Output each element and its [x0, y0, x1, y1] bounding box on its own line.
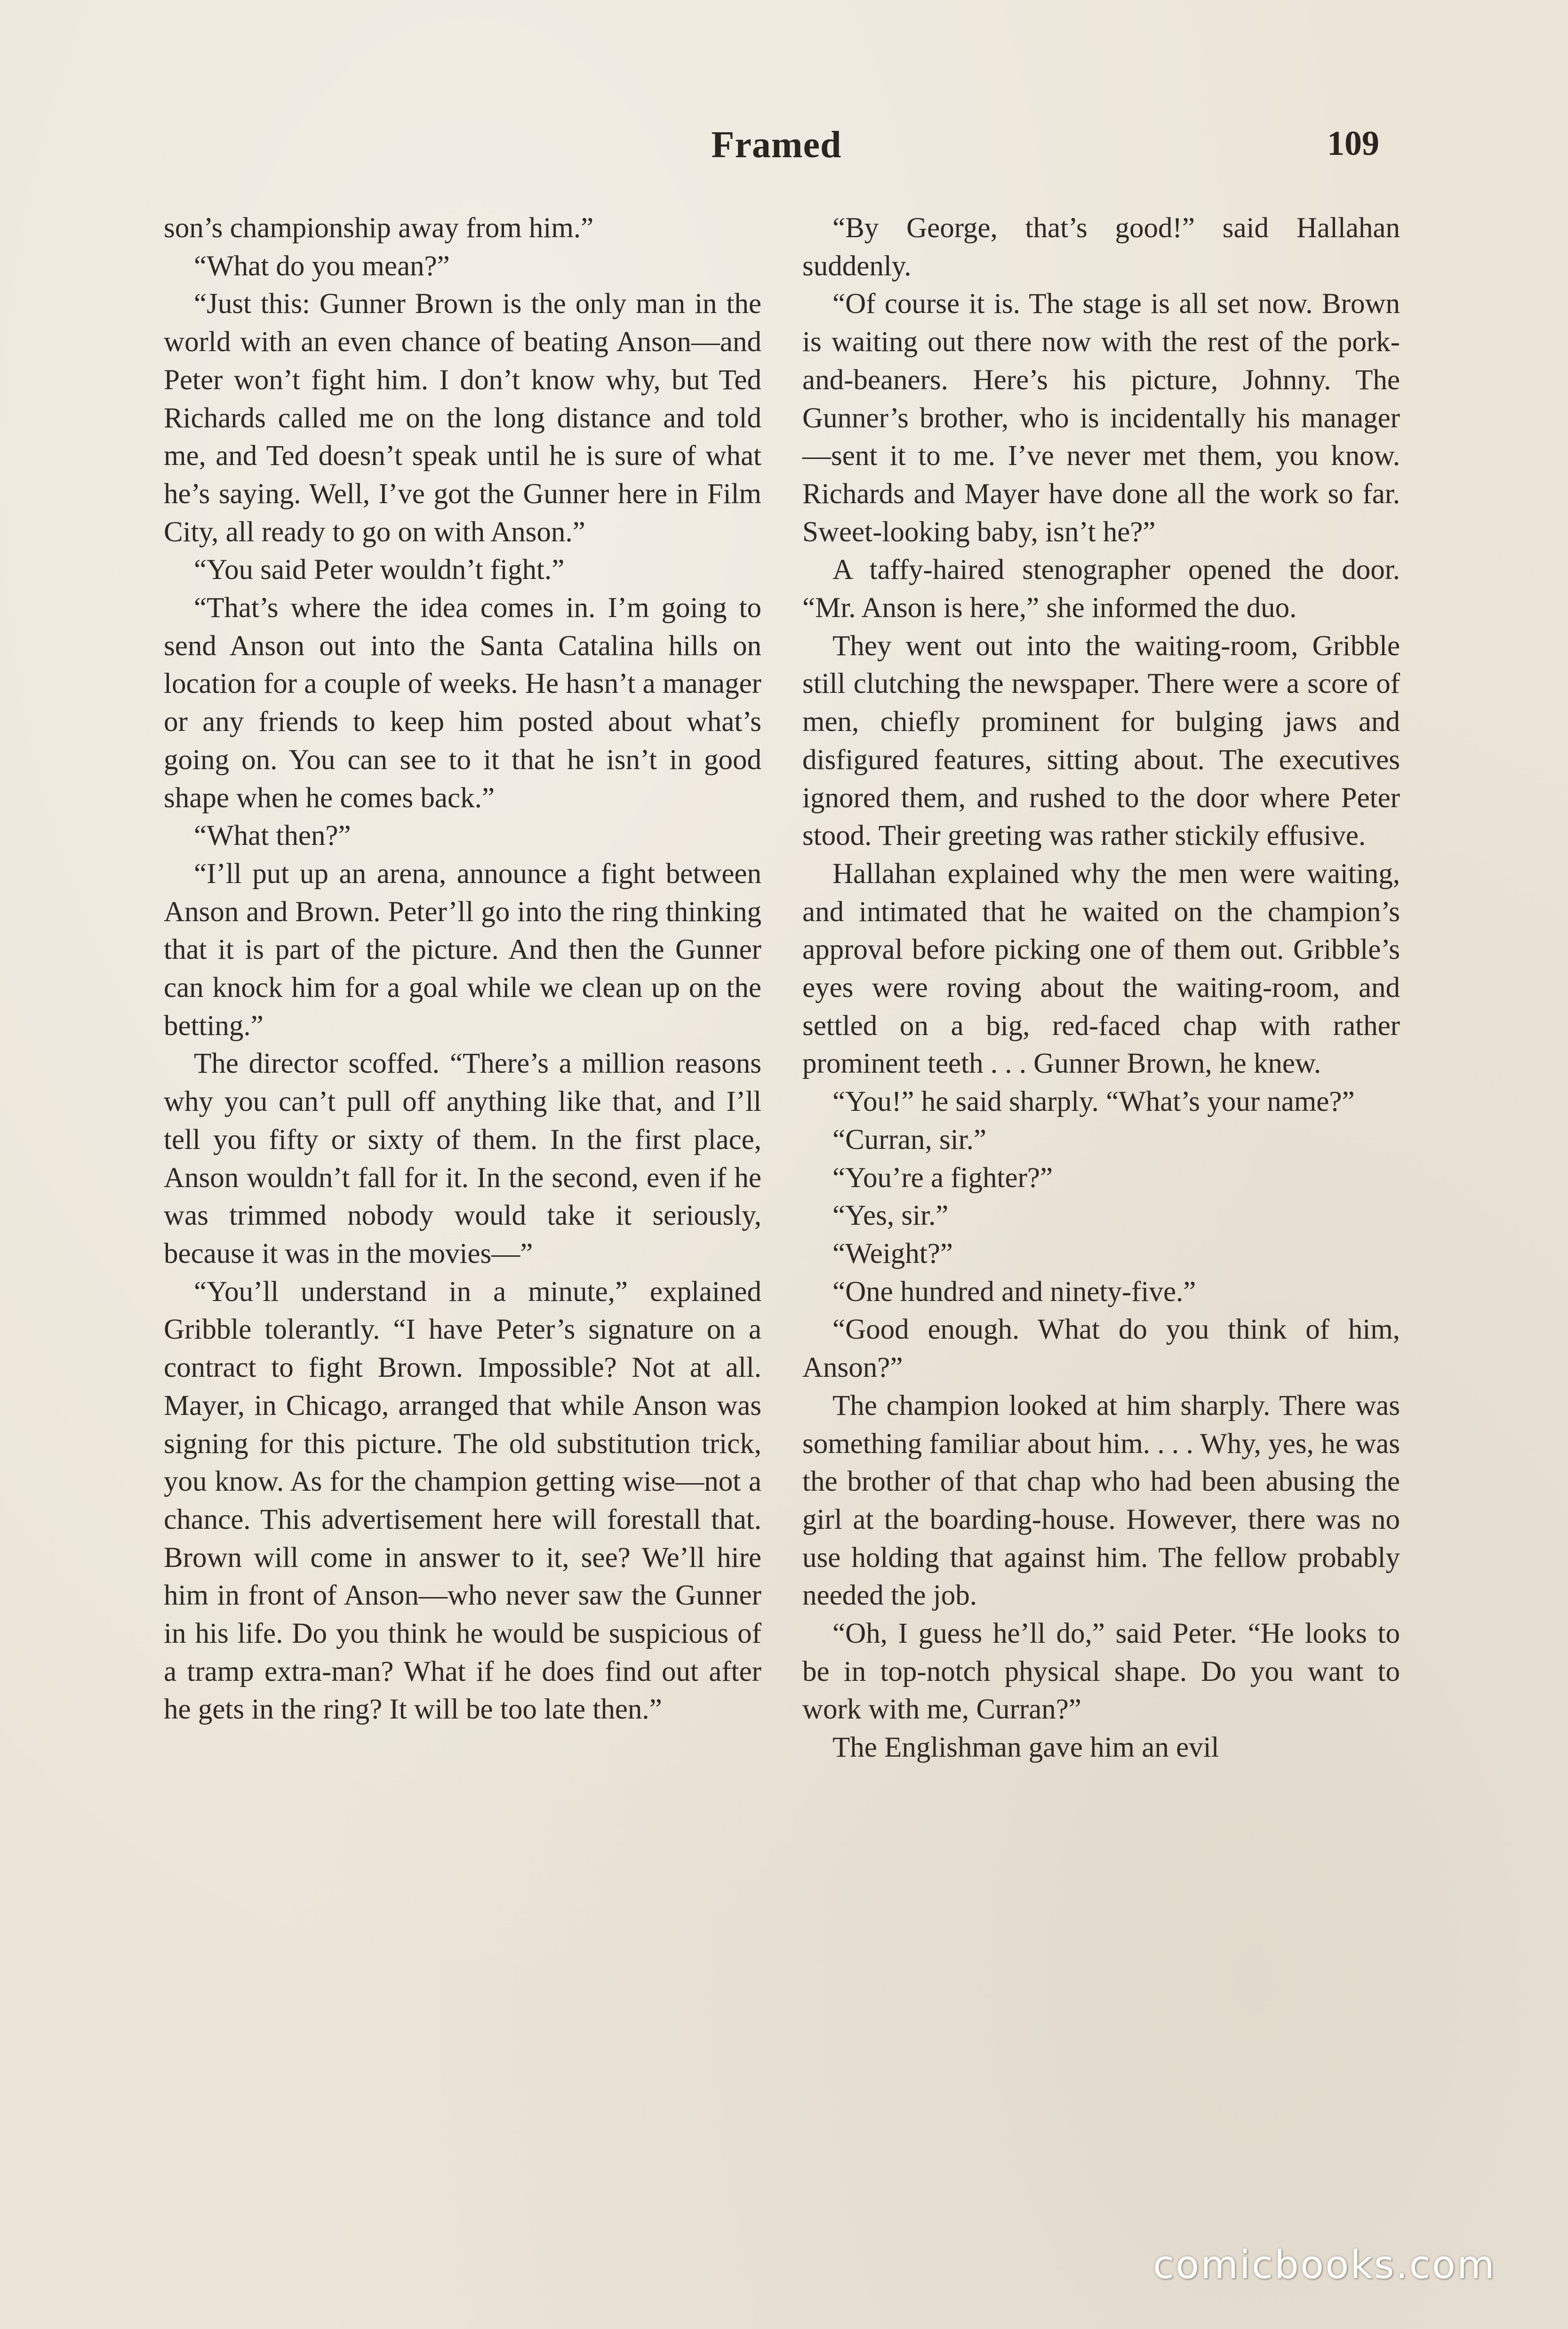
paragraph: “By George, that’s good!” said Hallahan suddenly.: [802, 212, 1400, 282]
paragraph: A taffy-haired stenographer opened the door. “Mr. Anson is here,” she informed the duo.: [802, 554, 1400, 624]
paragraph: son’s championship away from him.”: [164, 212, 594, 244]
paragraph: “That’s where the idea comes in. I’m going to send Anson out into the Santa Catalina hills on location for a couple of weeks. He hasn’t a manager or any friends to keep him posted about what’s going on. You can see to it that he isn’t in good shape when he comes back.”: [164, 592, 761, 814]
paragraph: “You said Peter wouldn’t fight.”: [194, 554, 565, 586]
paragraph: “Weight?”: [832, 1237, 953, 1269]
paragraph: Hallahan explained why the men were waiting, and intimated that he waited on the champion’s approval before picking one of them out. Gribble’s eyes were roving about the waiting-room, and settled on a big, red-faced chap with rather prominent teeth . . . Gunner Brown, he knew.: [802, 858, 1400, 1080]
paragraph: The champion looked at him sharply. There was something familiar about him. . . . Why, yes, he was the brother of that chap who had been abusing the girl at the boarding-house. However, there was no use holding that against him. The fellow probably needed the job.: [802, 1389, 1400, 1612]
watermark: comicbooks.com: [1153, 2243, 1496, 2288]
paragraph: “What do you mean?”: [194, 250, 450, 282]
paragraph: “I’ll put up an arena, announce a fight between Anson and Brown. Peter’ll go into the ring thinking that it is part of the picture. And then the Gunner can knock him for a goal while we clean up on the betting.”: [164, 858, 761, 1042]
paragraph: “Yes, sir.”: [832, 1200, 949, 1232]
paragraph: “You’re a fighter?”: [832, 1162, 1053, 1194]
paragraph: “You!” he said sharply. “What’s your name?”: [832, 1086, 1355, 1118]
left-column: [164, 209, 761, 1729]
running-title: Framed: [711, 124, 842, 166]
paragraph: “You’ll understand in a minute,” explained Gribble tolerantly. “I have Peter’s signature on a contract to fight Brown. Impossible? Not at all. Mayer, in Chicago, arranged that while Anson was signing for this picture. The old substitution trick, you know. As for the champion getting wise—not a chance. This advertisement here will forestall that. Brown will come in answer to it, see? We’ll hire him in front of Anson—who never saw the Gunner in his life. Do you think he would be suspicious of a tramp extra-man? What if he does find out after he gets in the ring? It will be too late then.”: [164, 1276, 761, 1726]
paragraph: “Oh, I guess he’ll do,” said Peter. “He looks to be in top-notch physical shape. Do you want to work with me, Curran?”: [802, 1618, 1400, 1726]
right-column: [802, 209, 1400, 1767]
paragraph: “One hundred and ninety-five.”: [832, 1276, 1196, 1308]
paragraph: They went out into the waiting-room, Gribble still clutching the newspaper. There were a score of men, chiefly prominent for bulging jaws and disfigured features, sitting about. The executives ignored them, and rushed to the door where Peter stood. Their greeting was rather stickily effusive.: [802, 630, 1400, 852]
paragraph: The director scoffed. “There’s a million reasons why you can’t pull off anything like that, and I’ll tell you fifty or sixty of them. In the first place, Anson wouldn’t fall for it. In the second, even if he was trimmed nobody would take it seriously, because it was in the movies—”: [164, 1048, 761, 1269]
paragraph: “Of course it is. The stage is all set now. Brown is waiting out there now with the rest of the pork-and-beaners. Here’s his picture, Johnny. The Gunner’s brother, who is incidentally his manager—sent it to me. I’ve never met them, you know. Richards and Mayer have done all the work so far. Sweet-looking baby, isn’t he?”: [802, 288, 1400, 548]
page-number: 109: [1327, 124, 1379, 163]
paragraph: “Curran, sir.”: [832, 1124, 986, 1156]
paragraph: The Englishman gave him an evil: [832, 1732, 1219, 1764]
paragraph: “What then?”: [194, 820, 351, 852]
paragraph: “Good enough. What do you think of him, Anson?”: [802, 1314, 1400, 1384]
paragraph: “Just this: Gunner Brown is the only man in the world with an even chance of beating Anson—and Peter won’t fight him. I don’t know why, but Ted Richards called me on the long distance and told me, and Ted doesn’t speak until he is sure of what he’s saying. Well, I’ve got the Gunner here in Film City, all ready to go on with Anson.”: [164, 288, 761, 548]
